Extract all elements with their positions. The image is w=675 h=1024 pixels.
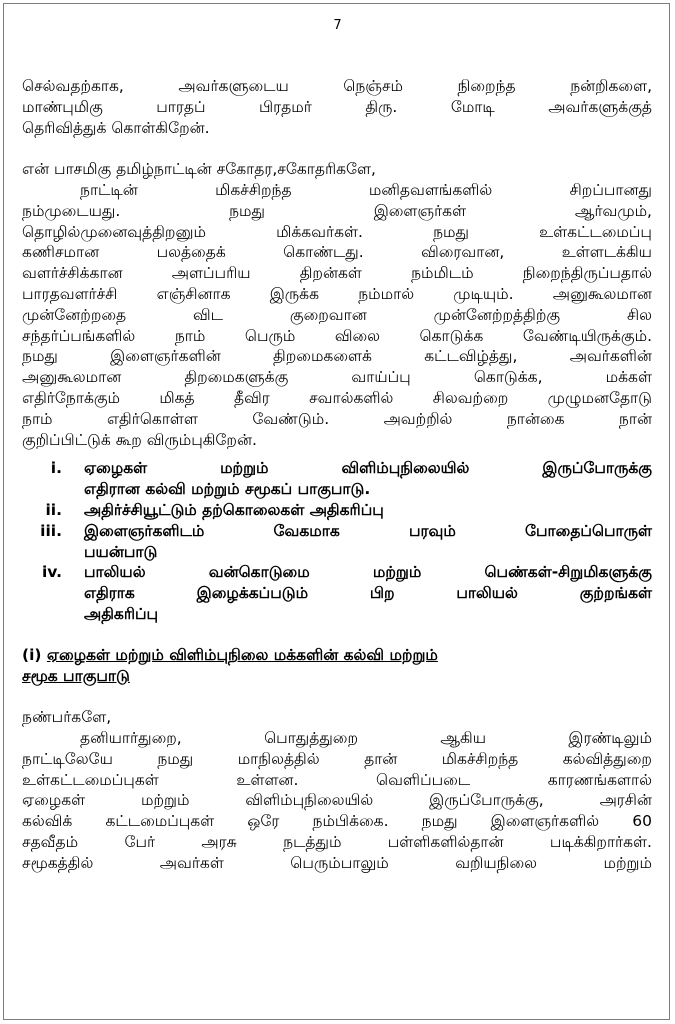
word: விளிம்புநிலையில் <box>245 791 374 810</box>
page-number: 7 <box>333 18 342 33</box>
section-heading-title-cont: சமூக பாகுபாடு <box>22 666 130 685</box>
word: மாண்புமிகு <box>22 97 103 116</box>
word: திறன்கள் <box>299 264 362 283</box>
word: இளைஞர்கள் <box>373 201 467 220</box>
word: இழைக்கப்படும் <box>196 584 309 603</box>
word: இளைஞர்களில் <box>490 812 600 831</box>
word: கட்டவிழ்த்து, <box>424 347 518 366</box>
word: அரசின் <box>599 791 652 810</box>
word: திரு. <box>365 97 398 116</box>
word: குற்றங்கள் <box>579 584 652 603</box>
word: வேண்டும். <box>252 409 330 428</box>
word: நம்மால் <box>358 284 415 303</box>
word: வெளிப்படை <box>376 770 471 789</box>
word: இருப்போருக்கு <box>542 459 652 478</box>
word: நிறைந்த <box>457 77 516 95</box>
text-line <box>22 409 652 430</box>
word: எதிர்நோக்கும் <box>22 388 121 407</box>
text-line <box>84 479 652 500</box>
word: பொதுத்துறை <box>264 728 359 747</box>
word: நமது <box>229 201 265 220</box>
word: போதைப்பொருள் <box>525 521 652 540</box>
word: நாம் <box>22 409 53 428</box>
word: உள்ளடக்கிய <box>561 243 652 262</box>
greeting-friends: நண்பர்களே, <box>22 708 112 727</box>
word: இளைஞர்களிடம் <box>84 521 205 540</box>
word: பிரதமர் <box>259 97 312 116</box>
word: கல்வித்துறை <box>562 749 652 768</box>
word: மற்றும் <box>603 853 652 872</box>
text-line <box>84 458 652 479</box>
paragraph-education <box>22 728 652 874</box>
word: சிலவற்றை <box>432 388 509 407</box>
word: கட்டமைப்புகள் <box>105 812 215 831</box>
word: எதிரான கல்வி மற்றும் சமூகப் பாகுபாடு. <box>84 480 371 499</box>
word: இருக்க <box>269 284 320 303</box>
word: மிகத் <box>159 388 195 407</box>
word: கல்விக் <box>22 812 73 831</box>
word: மக்கள் <box>605 368 652 387</box>
text-line <box>22 222 652 243</box>
word: தனியார்துறை, <box>80 728 182 747</box>
word: அவர்கள் <box>159 853 224 872</box>
text-line <box>84 500 652 521</box>
word: சதவீதம் <box>22 832 79 851</box>
word: மற்றும் <box>220 459 269 478</box>
list-item-number: ii. <box>45 500 62 519</box>
word: முன்னேற்றத்திற்கு <box>433 305 561 324</box>
word: பெரும் <box>244 326 296 345</box>
word: வேண்டியிருக்கும். <box>522 326 652 345</box>
list-item <box>22 500 652 521</box>
word: பாரதவளர்ச்சி <box>22 284 118 303</box>
text-line <box>22 811 652 832</box>
word: மிக்கவர்கள். <box>276 222 363 241</box>
word: வேகமாக <box>273 521 340 540</box>
paragraph-intro <box>22 76 652 138</box>
word: விரைவான, <box>421 243 505 262</box>
word: நம்முடையது. <box>22 201 121 220</box>
word: ஏழைகள் <box>22 791 86 810</box>
list-item-number: iii. <box>40 521 62 540</box>
word: நமது <box>433 222 469 241</box>
word: நம்மிடம் <box>411 264 474 283</box>
text-line <box>22 118 652 139</box>
word: முன்னேற்றதை <box>22 305 127 324</box>
word: பெண்கள்-சிறுமிகளுக்கு <box>484 563 652 582</box>
list-item <box>22 562 652 624</box>
list-item-number: i. <box>50 459 62 478</box>
section-heading-prefix: (i) <box>22 645 42 664</box>
section-heading-title: ஏழைகள் மற்றும் விளிம்புநிலை மக்களின் கல்வி மற்றும் <box>46 645 438 664</box>
text-line <box>84 542 652 563</box>
word: எதிர்கொள்ள <box>106 409 198 428</box>
text-line <box>22 180 652 201</box>
list-item <box>22 458 652 500</box>
word: அதிகரிப்பு <box>84 604 159 623</box>
word: காரணங்களால் <box>547 770 652 789</box>
word: பாரதப் <box>156 97 206 116</box>
word: பேர் <box>124 832 156 851</box>
word: அனுகூலமான <box>22 368 122 387</box>
word: பயன்பாடு <box>84 542 158 561</box>
word: அளப்பரிய <box>171 264 251 283</box>
word: பலத்தைக் <box>156 243 226 262</box>
text-line <box>22 284 652 305</box>
text-line <box>22 749 652 770</box>
text-line <box>84 583 652 604</box>
word: பெரும்பாலும் <box>290 853 389 872</box>
word: சிறப்பானது <box>569 180 652 199</box>
word: முழுமனதோடு <box>547 388 652 407</box>
word: உள்ளன. <box>236 770 299 789</box>
word: தீவிர <box>233 388 270 407</box>
text-line <box>22 770 652 791</box>
word: வன்கொடுமை <box>208 563 310 582</box>
text-line <box>22 728 652 749</box>
word: குறைவான <box>289 305 367 324</box>
word: நாம் <box>174 326 206 345</box>
word: எஞ்சினாக <box>156 284 231 303</box>
word: நிறைந்திருப்பதால் <box>522 264 652 283</box>
word: தெரிவித்துக் கொள்கிறேன். <box>22 118 210 137</box>
word: மிகச்சிறந்த <box>441 749 519 768</box>
word: வாய்ப்பு <box>351 368 411 387</box>
word: நமது <box>22 347 58 366</box>
text-line <box>22 832 652 853</box>
section-heading <box>22 645 652 687</box>
text-line <box>84 604 652 625</box>
word: சவால்களில் <box>309 388 394 407</box>
word: நமது <box>157 749 194 768</box>
word: கொடுக்க <box>419 326 484 345</box>
text-line <box>22 346 652 367</box>
paragraph-youth <box>22 180 652 450</box>
word: இரண்டிலும் <box>568 728 652 747</box>
word: ஏழைகள் <box>84 459 148 478</box>
text-line <box>22 388 652 409</box>
text-line <box>84 521 652 542</box>
text-line <box>22 790 652 811</box>
text-line <box>22 201 652 222</box>
word: அவர்களுடைய <box>178 77 289 95</box>
text-line <box>22 242 652 263</box>
word: 60 <box>632 812 652 831</box>
word: பாலியல் <box>84 563 146 582</box>
word: நாட்டிலேயே <box>22 749 113 768</box>
text-line <box>22 367 652 388</box>
text-line <box>22 263 652 284</box>
word: தான் <box>364 749 398 768</box>
word: தொழில்முனைவுத்திறனும் <box>22 222 206 241</box>
greeting-line: என் பாசமிகு தமிழ்நாட்டின் சகோதர,சகோதரிகளே, <box>22 160 376 179</box>
word: பாலியல் <box>456 584 518 603</box>
list-item-number: iv. <box>41 563 62 582</box>
word: மற்றும் <box>141 791 190 810</box>
word: செல்வதற்காக, <box>22 77 124 95</box>
word: நமது <box>421 812 458 831</box>
word: மற்றும் <box>372 563 422 582</box>
document-body <box>22 76 652 873</box>
word: இருப்போருக்கு, <box>429 791 544 810</box>
word: அரசு <box>201 832 237 851</box>
text-line <box>22 853 652 874</box>
text-line <box>22 430 652 451</box>
word: கொடுக்க, <box>473 368 543 387</box>
word: கணிசமான <box>22 243 100 262</box>
word: நெஞ்சம் <box>343 77 404 95</box>
word: குறிப்பிட்டுக் கூற விரும்புகிறேன். <box>22 430 257 449</box>
word: நான்கை <box>506 409 565 428</box>
word: திறமைகளைக் <box>273 347 372 366</box>
word: நான் <box>618 409 652 428</box>
word: வறியநிலை <box>455 853 538 872</box>
word: உள்கட்டமைப்பு <box>539 222 652 241</box>
word: மோடி <box>450 97 495 116</box>
word: உள்கட்டமைப்புகள் <box>22 770 159 789</box>
text-line <box>84 562 652 583</box>
word: ஒரே <box>247 812 280 831</box>
word: அவற்றில் <box>383 409 453 428</box>
word: அவர்களின் <box>569 347 652 366</box>
word: அனுகூலமான <box>552 284 652 303</box>
word: விளிம்புநிலையில் <box>341 459 470 478</box>
word: நடத்தும் <box>283 832 342 851</box>
word: ஆர்வமும், <box>574 201 652 220</box>
word: ஆகிய <box>440 728 486 747</box>
word: படிக்கிறார்கள். <box>549 832 652 851</box>
word: சமூகத்தில் <box>22 853 94 872</box>
word: பரவும் <box>408 521 456 540</box>
word: முடியும். <box>453 284 514 303</box>
word: கொண்டது. <box>283 243 364 262</box>
word: இளைஞர்களின் <box>110 347 221 366</box>
text-line <box>22 305 652 326</box>
word: திறமைகளுக்கு <box>184 368 289 387</box>
word: சில <box>626 305 652 324</box>
word: நாட்டின் <box>80 180 138 199</box>
word: விட <box>193 305 224 324</box>
word: மனிதவளங்களில் <box>368 180 493 199</box>
word: நன்றிகளை, <box>570 77 652 95</box>
word: மிகச்சிறந்த <box>215 180 292 199</box>
word: அதிர்ச்சியூட்டும் தற்கொலைகள் அதிகரிப்பு <box>84 500 384 519</box>
word: அவர்களுக்குத் <box>548 97 652 116</box>
word: எதிராக <box>84 584 135 603</box>
word: மாநிலத்தில் <box>237 749 320 768</box>
challenges-list <box>22 458 652 624</box>
word: பிற <box>369 584 395 603</box>
word: பள்ளிகளில்தான் <box>387 832 504 851</box>
word: விலை <box>334 326 381 345</box>
word: நம்பிக்கை. <box>312 812 389 831</box>
text-line <box>22 326 652 347</box>
word: சந்தர்ப்பங்களில் <box>22 326 136 345</box>
list-item <box>22 521 652 563</box>
word: வளர்ச்சிக்கான <box>22 264 123 283</box>
text-line <box>22 76 652 97</box>
text-line <box>22 97 652 118</box>
